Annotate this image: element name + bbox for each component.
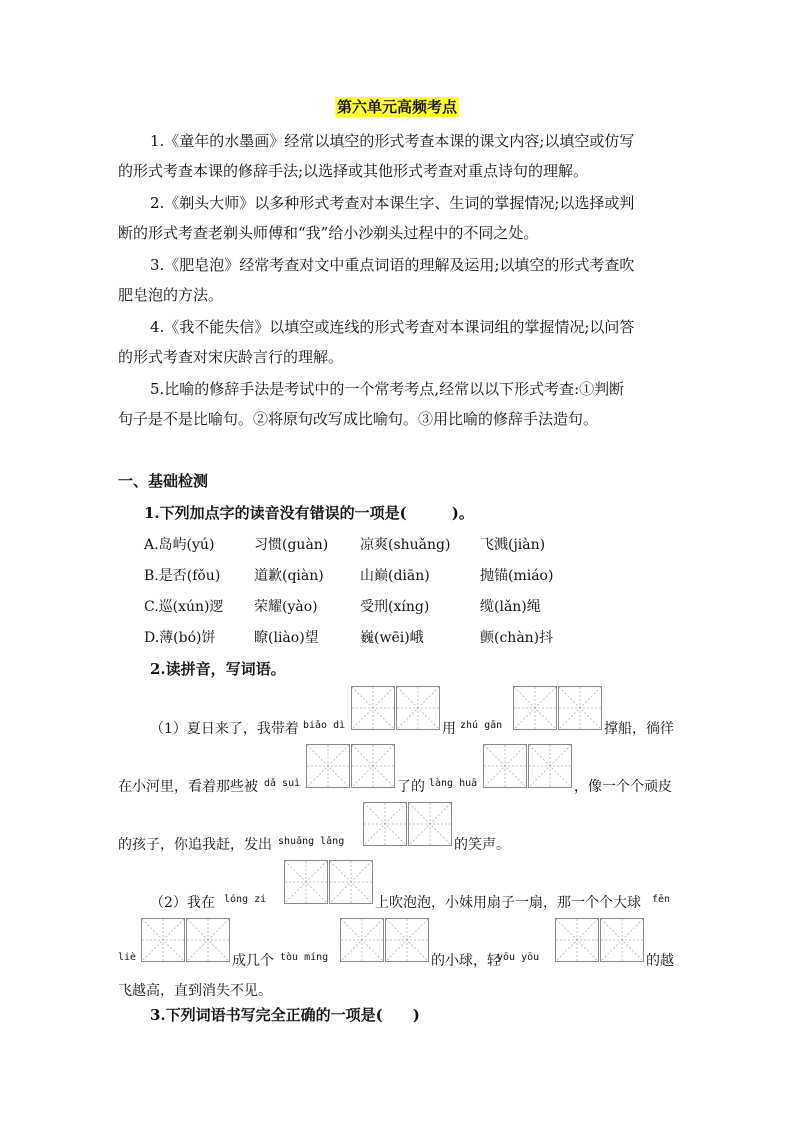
q2-text-7: 的孩子，你追我赶，发出 [118, 837, 272, 853]
writing-grid-box[interactable] [340, 918, 384, 962]
point-1-line-2: 的形式考查本课的修辞手法;以选择或其他形式考查对重点诗句的理解。 [118, 162, 589, 180]
page-title [0, 96, 794, 117]
writing-grid-box[interactable] [558, 686, 602, 730]
point-5-line-2: 句子是不是比喻句。②将原句改写成比喻句。③用比喻的修辞手法造句。 [118, 410, 599, 428]
q2-text-4: 在小河里，看着那些被 [118, 779, 258, 795]
writing-grid-box[interactable] [351, 686, 395, 730]
page-title-text: 第六单元高频考点 [336, 98, 457, 116]
q2-text-6: ，像一个个顽皮 [574, 779, 672, 795]
writing-grid-box[interactable] [483, 744, 527, 788]
writing-grid-box[interactable] [408, 802, 452, 846]
q2-pinyin-dasui: dǎ suì [264, 778, 301, 789]
question-1-stem: 1.下列加点字的读音没有错误的一项是( )。 [144, 504, 474, 522]
option-b-4: 抛锚(miáo) [480, 568, 554, 584]
q2-text-12: 的小球，轻 [431, 953, 501, 969]
writing-grid-box[interactable] [306, 744, 350, 788]
grid-guide-lines [397, 687, 439, 729]
option-a-3: 凉爽(shuǎng) [360, 537, 451, 553]
writing-grid-box[interactable] [513, 686, 557, 730]
q2-text-5: 了的 [397, 779, 425, 795]
option-b-2: 道歉(qiàn) [254, 568, 324, 584]
option-a-1: A.岛屿(yú) [144, 537, 215, 553]
q2-pinyin-longzi: lóng zi [224, 894, 267, 905]
writing-grid-box[interactable] [141, 918, 185, 962]
grid-guide-lines [285, 861, 327, 903]
q2-text-1: （1）夏日来了，我带着 [150, 721, 299, 737]
q2-text-13: 的越 [646, 953, 674, 969]
grid-guide-lines [341, 919, 383, 961]
grid-guide-lines [559, 687, 601, 729]
q2-pinyin-fen: fēn [652, 894, 671, 905]
writing-grid-box[interactable] [600, 918, 644, 962]
writing-grid-box[interactable] [555, 918, 599, 962]
point-3-line-2: 肥皂泡的方法。 [118, 286, 224, 304]
point-2-line-2: 断的形式考查老剃头师傅和“我”给小沙剃头过程中的不同之处。 [118, 224, 539, 242]
grid-guide-lines [601, 919, 643, 961]
writing-grid-box[interactable] [363, 802, 407, 846]
grid-guide-lines [352, 745, 394, 787]
option-b-3: 山巅(diān) [360, 568, 430, 584]
question-3-stem: 3.下列词语书写完全正确的一项是( ) [150, 1006, 420, 1024]
q2-pinyin-langhua: làng huā [429, 778, 478, 789]
grid-guide-lines [386, 919, 428, 961]
q2-text-3: 撑船，徜徉 [604, 721, 674, 737]
writing-grid-box[interactable] [284, 860, 328, 904]
grid-guide-lines [352, 687, 394, 729]
point-2-line-1: 2.《剃头大师》以多种形式考查对本课生字、生词的掌握情况;以选择或判 [150, 194, 635, 212]
point-1-line-1: 1.《童年的水墨画》经常以填空的形式考查本课的课文内容;以填空或仿写 [150, 132, 635, 150]
grid-guide-lines [484, 745, 526, 787]
q2-text-14: 飞越高，直到消失不见。 [118, 983, 272, 999]
q2-text-2: 用 [442, 721, 456, 737]
question-2-stem: 2.读拼音，写词语。 [150, 660, 286, 678]
writing-grid-box[interactable] [385, 918, 429, 962]
point-4-line-1: 4.《我不能失信》以填空或连线的形式考查对本课词组的掌握情况;以问答 [150, 318, 635, 336]
option-a-2: 习惯(guàn) [254, 537, 329, 553]
q2-pinyin-biaodi: biǎo dì [303, 720, 346, 731]
grid-guide-lines [409, 803, 451, 845]
writing-grid-box[interactable] [351, 744, 395, 788]
option-d-1: D.薄(bó)饼 [144, 630, 216, 646]
grid-guide-lines [330, 861, 372, 903]
option-d-4: 颤(chàn)抖 [480, 630, 554, 646]
writing-grid-box[interactable] [186, 918, 230, 962]
option-a-4: 飞溅(jiàn) [480, 537, 546, 553]
q2-pinyin-youyou: yōu yōu [497, 952, 540, 963]
option-b-1: B.是否(fǒu) [144, 568, 221, 584]
q2-text-10: 上吹泡泡，小妹用扇子一扇，那一个个大球 [375, 895, 641, 911]
grid-guide-lines [142, 919, 184, 961]
point-5-line-1: 5.比喻的修辞手法是考试中的一个常考考点,经常以以下形式考查:①判断 [150, 380, 625, 398]
grid-guide-lines [364, 803, 406, 845]
q2-pinyin-shuanglang: shuǎng lǎng [278, 836, 345, 847]
writing-grid-box[interactable] [329, 860, 373, 904]
option-d-3: 巍(wēi)峨 [360, 630, 424, 646]
q2-pinyin-lie: liè [118, 952, 137, 963]
option-d-2: 瞭(liào)望 [254, 630, 319, 646]
point-3-line-1: 3.《肥皂泡》经常考查对文中重点词语的理解及运用;以填空的形式考查吹 [150, 256, 635, 274]
option-c-2: 荣耀(yào) [254, 599, 318, 615]
grid-guide-lines [556, 919, 598, 961]
writing-grid-box[interactable] [528, 744, 572, 788]
option-c-3: 受刑(xíng) [360, 599, 430, 615]
q2-text-9: （2）我在 [150, 895, 215, 911]
point-4-line-2: 的形式考查对宋庆龄言行的理解。 [118, 348, 344, 366]
option-c-4: 缆(lǎn)绳 [480, 599, 541, 615]
q2-pinyin-touming: tòu míng [280, 952, 329, 963]
writing-grid-box[interactable] [396, 686, 440, 730]
q2-text-11: 成几个 [232, 953, 274, 969]
grid-guide-lines [307, 745, 349, 787]
q2-pinyin-zhugan: zhú gān [460, 720, 503, 731]
q2-text-8: 的笑声。 [454, 837, 510, 853]
grid-guide-lines [514, 687, 556, 729]
option-c-1: C.巡(xún)逻 [144, 599, 224, 615]
section-heading: 一、基础检测 [118, 472, 209, 490]
grid-guide-lines [187, 919, 229, 961]
grid-guide-lines [529, 745, 571, 787]
